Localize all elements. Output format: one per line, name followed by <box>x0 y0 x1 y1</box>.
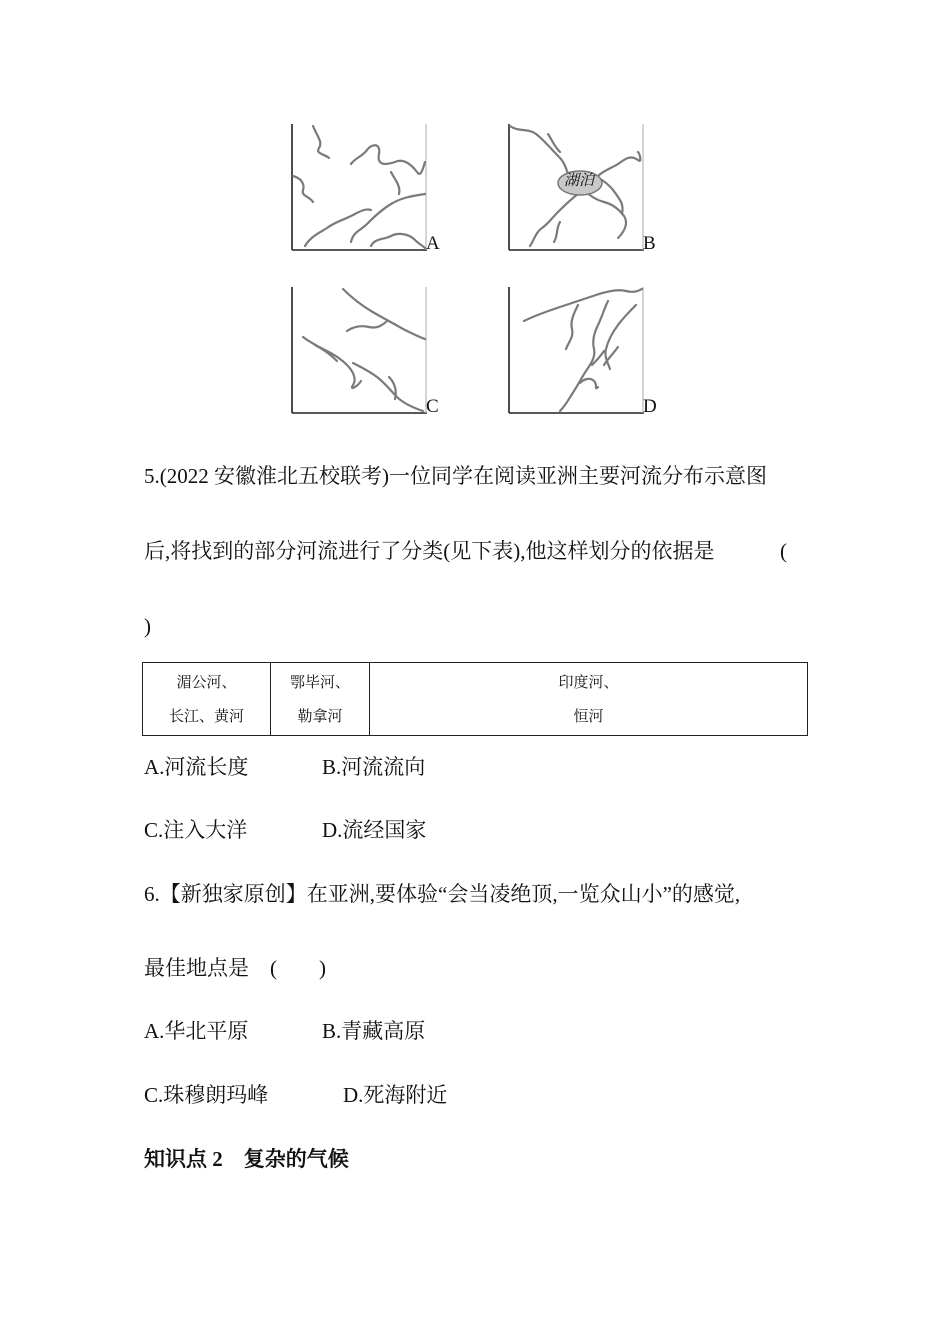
map-a-label: A <box>426 233 440 254</box>
map-d-label: D <box>643 396 657 417</box>
map-a <box>291 124 440 254</box>
q6-option-d[interactable]: D.死海附近 <box>343 1083 448 1107</box>
q6-stem-line-2: 最佳地点是 ( ) <box>144 956 326 980</box>
cell-line: 印度河、 <box>558 673 619 691</box>
q6-stem-line-1: 6.【新独家原创】在亚洲,要体验“会当凌绝顶,一览众山小”的感觉, <box>144 882 741 906</box>
q6-option-c[interactable]: C.珠穆朗玛峰 <box>144 1083 269 1107</box>
cell-line: 恒河 <box>573 707 604 725</box>
q6-option-a[interactable]: A.华北平原 <box>144 1019 249 1043</box>
q5-option-d[interactable]: D.流经国家 <box>322 818 427 842</box>
map-b-label: B <box>643 233 656 254</box>
q5-option-c[interactable]: C.注入大洋 <box>144 818 248 842</box>
table-row <box>143 663 808 736</box>
map-d <box>508 287 657 417</box>
table-cell-group-1 <box>143 663 271 736</box>
table-cell-group-3 <box>370 663 808 736</box>
cell-line: 长江、黄河 <box>168 707 244 725</box>
map-c-rivers <box>291 287 427 413</box>
map-c-label: C <box>426 396 439 417</box>
table-cell-group-2 <box>271 663 370 736</box>
river-classification-table <box>142 662 808 736</box>
map-c <box>291 287 439 417</box>
map-d-rivers <box>508 287 644 413</box>
q5-answer-paren-close: ) <box>144 614 151 638</box>
q5-answer-paren-open: ( <box>780 539 787 563</box>
section-heading: 知识点 2 复杂的气候 <box>144 1147 349 1171</box>
map-a-rivers <box>291 124 427 250</box>
cell-line: 湄公河、 <box>176 673 237 691</box>
q5-stem-line-2: 后,将找到的部分河流进行了分类(见下表),他这样划分的依据是 <box>144 539 715 563</box>
cell-line: 勒拿河 <box>297 707 343 725</box>
q5-option-b[interactable]: B.河流流向 <box>322 755 426 779</box>
cell-line: 鄂毕河、 <box>289 673 350 691</box>
lake-label: 湖泊 <box>564 173 595 189</box>
q5-stem-line-1: 5.(2022 安徽淮北五校联考)一位同学在阅读亚洲主要河流分布示意图 <box>144 464 767 488</box>
q5-option-a[interactable]: A.河流长度 <box>144 755 249 779</box>
q6-option-b[interactable]: B.青藏高原 <box>322 1019 426 1043</box>
map-b <box>508 124 656 254</box>
